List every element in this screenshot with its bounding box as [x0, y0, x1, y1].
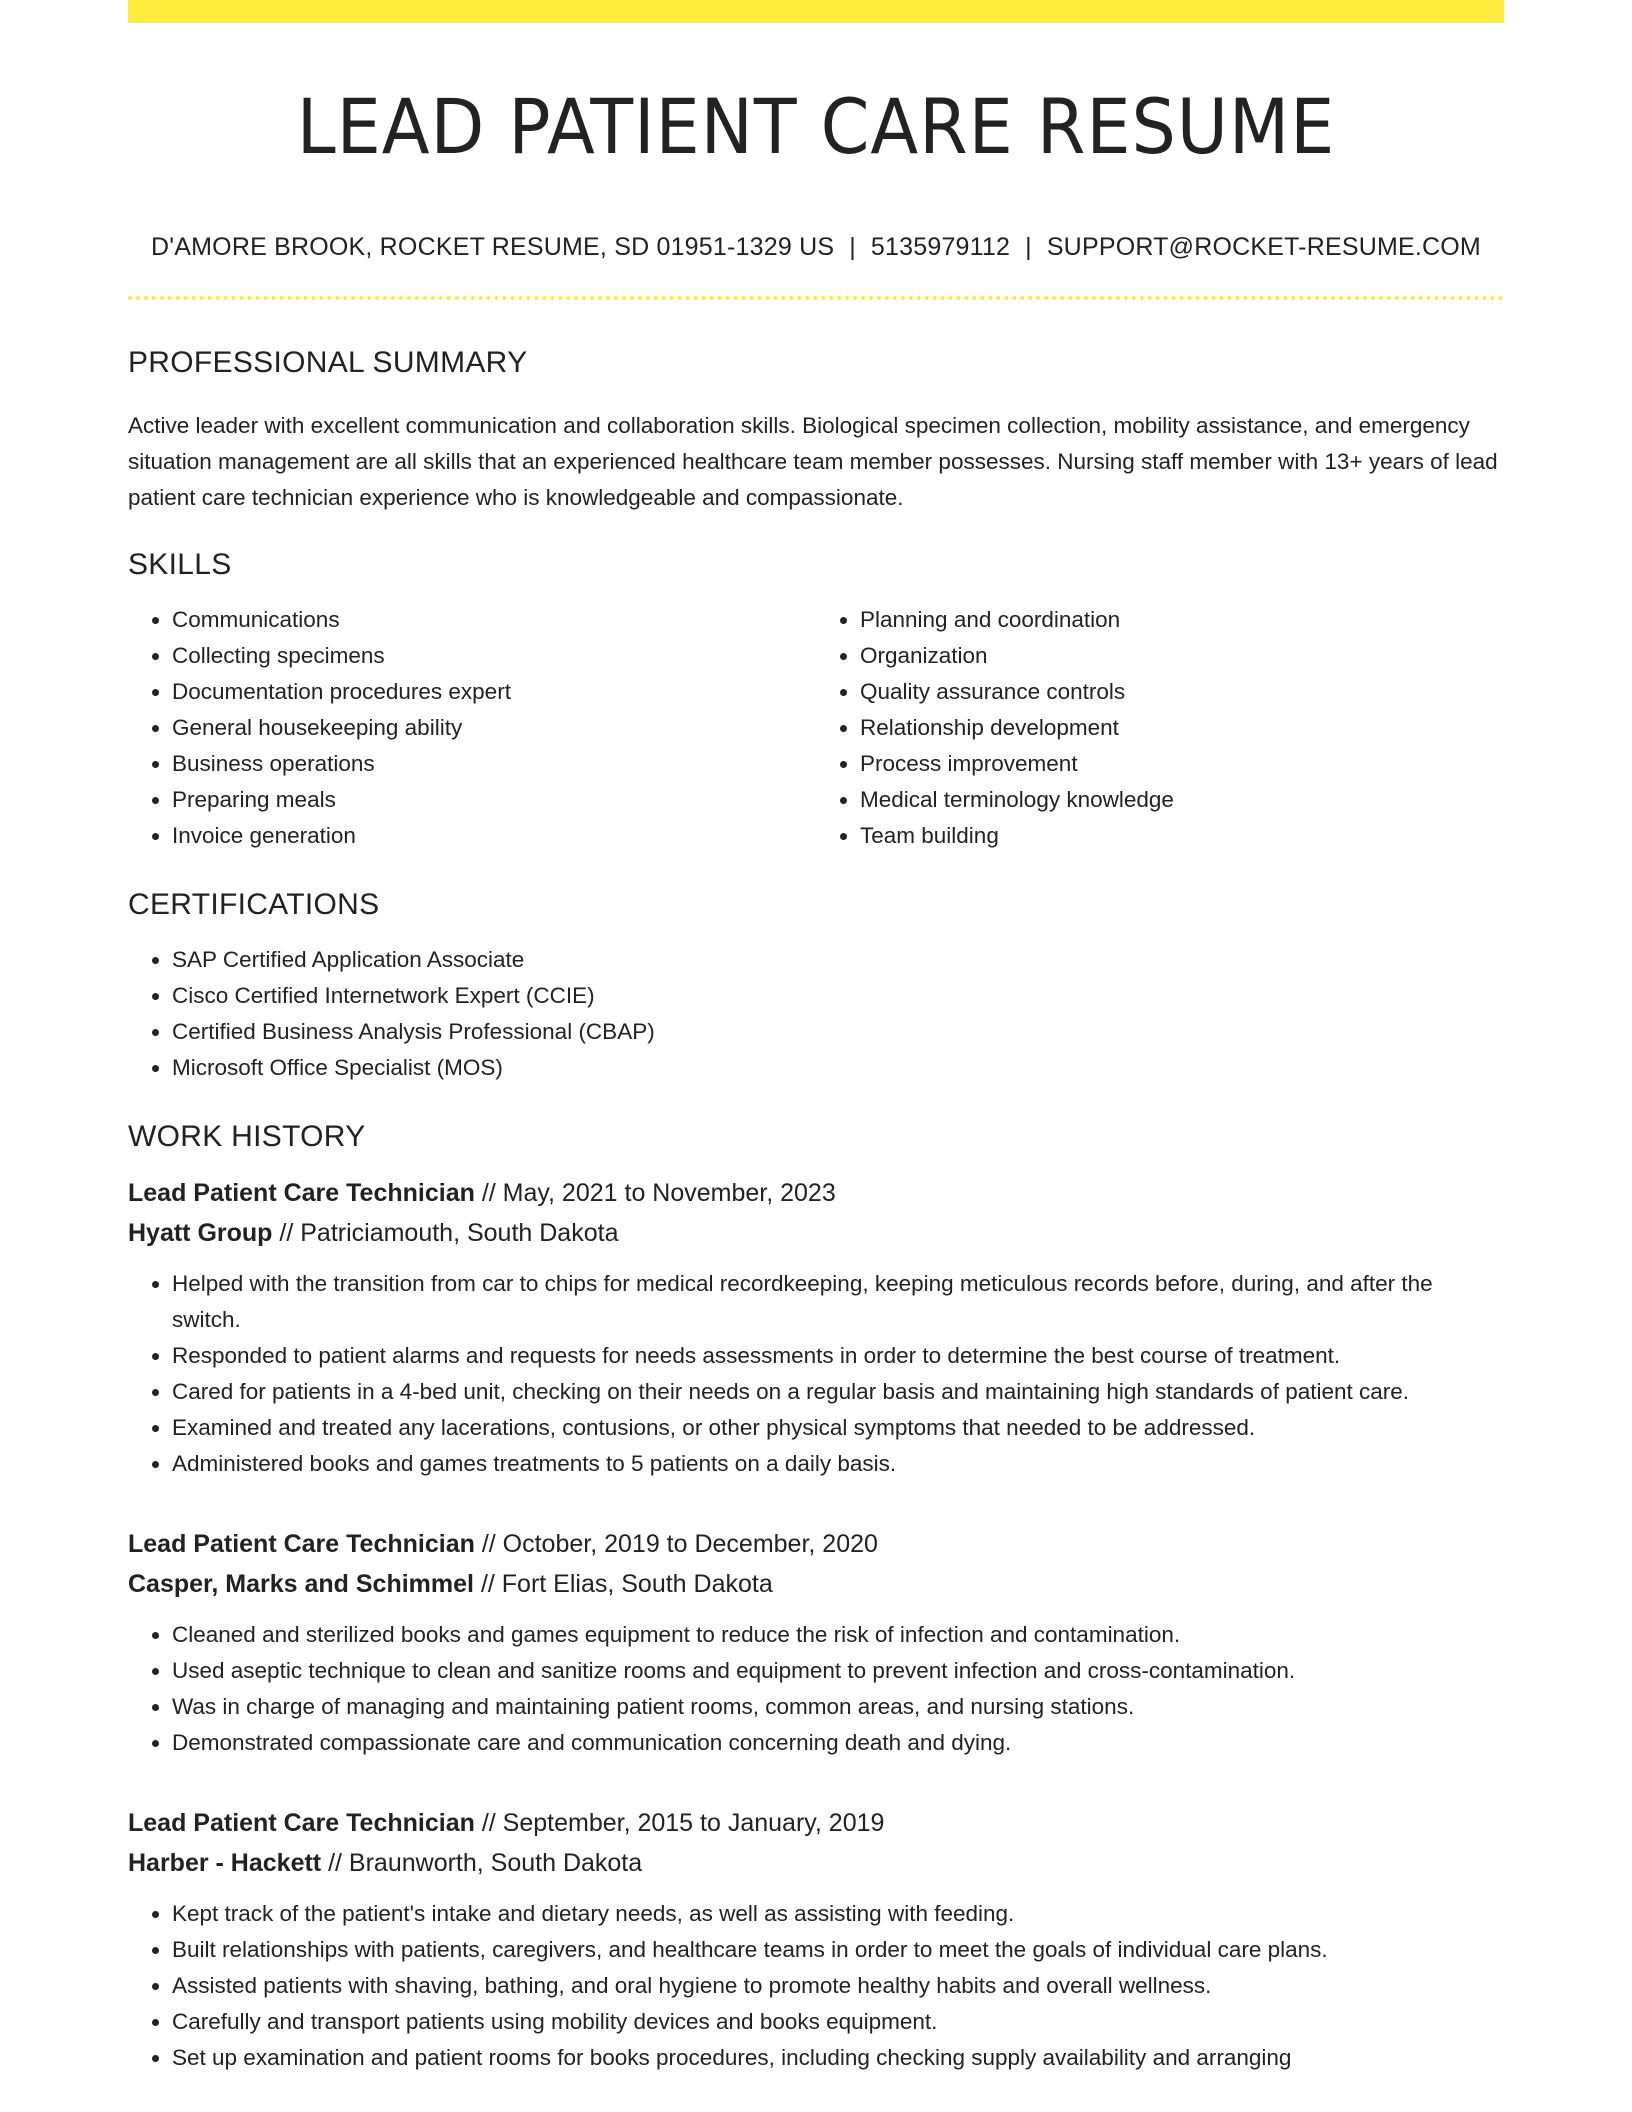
- list-item: • Cleaned and sterilized books and games equipment to reduce the risk of infection and contamination.: [172, 1617, 1504, 1653]
- contact-email: SUPPORT@ROCKET-RESUME.COM: [1046, 233, 1481, 261]
- skills-list-left: [128, 602, 816, 854]
- contact-address: D'AMORE BROOK, ROCKET RESUME, SD 01951-1329 US: [151, 233, 835, 261]
- job-title: Lead Patient Care Technician: [128, 1179, 475, 1207]
- certifications-heading: CERTIFICATIONS: [128, 888, 380, 921]
- resume-title: LEAD PATIENT CARE RESUME: [296, 82, 1336, 171]
- list-item: • Cisco Certified Internetwork Expert (CCIE): [172, 978, 1504, 1014]
- list-item: • Microsoft Office Specialist (MOS): [172, 1050, 1504, 1086]
- resume-page: [128, 0, 1504, 2076]
- job-bullets: [128, 1617, 1504, 1761]
- job-entry: [128, 1181, 1504, 1482]
- job-dates: // September, 2015 to January, 2019: [481, 1809, 885, 1837]
- list-item: • Documentation procedures expert: [172, 674, 816, 710]
- jobs-container: [128, 1181, 1504, 2076]
- list-item: • Communications: [172, 602, 816, 638]
- job-location: // Braunworth, South Dakota: [328, 1849, 643, 1877]
- list-item: • Responded to patient alarms and requests for needs assessments in order to determine the best course of treatment.: [172, 1338, 1504, 1374]
- list-item: • Certified Business Analysis Professional (CBAP): [172, 1014, 1504, 1050]
- certifications-list: [128, 942, 1504, 1086]
- job-company-line: [128, 1572, 1504, 1597]
- job-company: Hyatt Group: [128, 1219, 273, 1247]
- contact-line: [128, 235, 1504, 260]
- job-location: // Fort Elias, South Dakota: [480, 1570, 773, 1598]
- work-history-section: [128, 1122, 1504, 2076]
- list-item: • Set up examination and patient rooms for books procedures, including checking supply availability and arranging: [172, 2040, 1504, 2076]
- list-item: • Assisted patients with shaving, bathing, and oral hygiene to promote healthy habits and overall wellness.: [172, 1968, 1504, 2004]
- skills-columns: [128, 602, 1504, 854]
- work-history-heading: WORK HISTORY: [128, 1120, 366, 1153]
- list-item: • Preparing meals: [172, 782, 816, 818]
- list-item: • Planning and coordination: [860, 602, 1504, 638]
- job-company-line: [128, 1221, 1504, 1246]
- list-item: • Medical terminology knowledge: [860, 782, 1504, 818]
- summary-section: [128, 348, 1504, 516]
- skills-list-right: [816, 602, 1504, 854]
- list-item: • Invoice generation: [172, 818, 816, 854]
- list-item: • Used aseptic technique to clean and sanitize rooms and equipment to prevent infection and cross-contamination.: [172, 1653, 1504, 1689]
- contact-phone: 5135979112: [870, 233, 1011, 261]
- job-bullets: [128, 1896, 1504, 2076]
- job-title-line: [128, 1532, 1504, 1557]
- list-item: • Relationship development: [860, 710, 1504, 746]
- job-title: Lead Patient Care Technician: [128, 1809, 475, 1837]
- list-item: • Organization: [860, 638, 1504, 674]
- contact-separator: |: [849, 233, 856, 261]
- job-entry: [128, 1532, 1504, 1761]
- job-dates: // May, 2021 to November, 2023: [481, 1179, 836, 1207]
- list-item: • Collecting specimens: [172, 638, 816, 674]
- list-item: • SAP Certified Application Associate: [172, 942, 1504, 978]
- list-item: • Examined and treated any lacerations, contusions, or other physical symptoms that needed to be addressed.: [172, 1410, 1504, 1446]
- certifications-section: [128, 890, 1504, 1086]
- top-accent-bar: [128, 0, 1504, 23]
- summary-text: Active leader with excellent communication and collaboration skills. Biological specimen collection, mobility assistance, and emergency situation management are all skills that an experienced healthcare team member possesses. Nursing staff member with 13+ years of lead patient care technician experience who is knowledgeable and compassionate.: [128, 413, 1498, 510]
- list-item: • Team building: [860, 818, 1504, 854]
- job-location: // Patriciamouth, South Dakota: [279, 1219, 619, 1247]
- list-item: • Built relationships with patients, caregivers, and healthcare teams in order to meet the goals of individual care plans.: [172, 1932, 1504, 1968]
- contact-separator: |: [1025, 233, 1032, 261]
- job-company: Casper, Marks and Schimmel: [128, 1570, 474, 1598]
- skills-section: [128, 550, 1504, 854]
- job-bullets: [128, 1266, 1504, 1482]
- list-item: • Helped with the transition from car to chips for medical recordkeeping, keeping meticulous records before, during, and after the switch.: [172, 1266, 1504, 1338]
- job-title-line: [128, 1811, 1504, 1836]
- job-title-line: [128, 1181, 1504, 1206]
- list-item: • Business operations: [172, 746, 816, 782]
- job-dates: // October, 2019 to December, 2020: [481, 1530, 878, 1558]
- dotted-divider: [128, 296, 1504, 300]
- list-item: • Kept track of the patient's intake and dietary needs, as well as assisting with feeding.: [172, 1896, 1504, 1932]
- list-item: • Demonstrated compassionate care and communication concerning death and dying.: [172, 1725, 1504, 1761]
- job-title: Lead Patient Care Technician: [128, 1530, 475, 1558]
- list-item: • General housekeeping ability: [172, 710, 816, 746]
- summary-heading: PROFESSIONAL SUMMARY: [128, 346, 528, 379]
- job-entry: [128, 1811, 1504, 2076]
- list-item: • Was in charge of managing and maintaining patient rooms, common areas, and nursing stations.: [172, 1689, 1504, 1725]
- job-company-line: [128, 1851, 1504, 1876]
- list-item: • Carefully and transport patients using mobility devices and books equipment.: [172, 2004, 1504, 2040]
- list-item: • Administered books and games treatments to 5 patients on a daily basis.: [172, 1446, 1504, 1482]
- list-item: • Quality assurance controls: [860, 674, 1504, 710]
- skills-heading: SKILLS: [128, 548, 232, 581]
- job-company: Harber - Hackett: [128, 1849, 322, 1877]
- list-item: • Process improvement: [860, 746, 1504, 782]
- list-item: • Cared for patients in a 4-bed unit, checking on their needs on a regular basis and maintaining high standards of patient care.: [172, 1374, 1504, 1410]
